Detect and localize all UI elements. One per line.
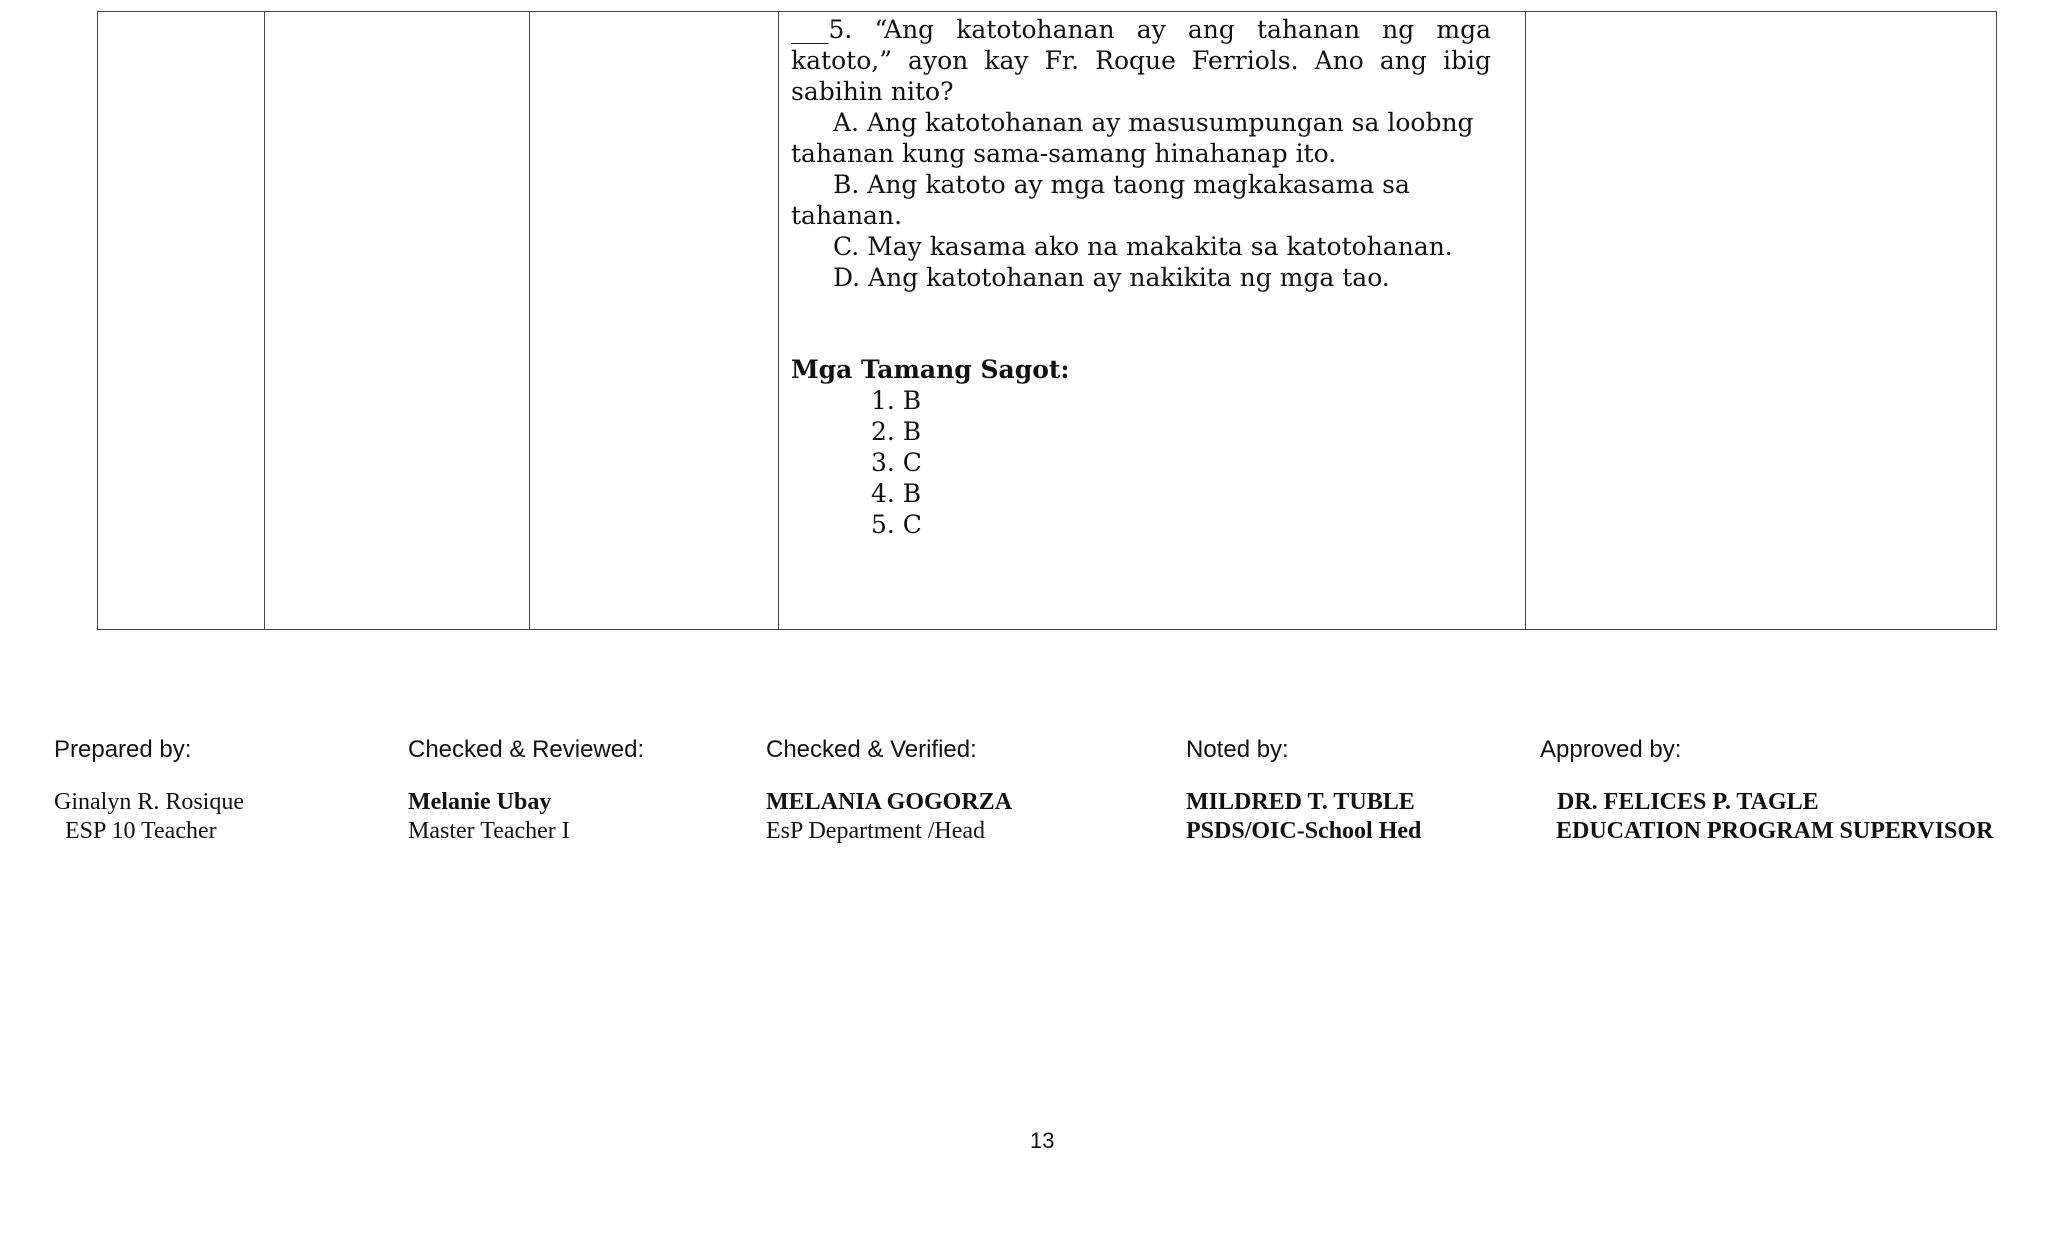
signatory-title: Master Teacher I — [408, 818, 570, 844]
signatory-noted-by — [1186, 736, 1421, 846]
answer-item: 3. C — [871, 448, 922, 477]
question-line: sabihin nito? — [791, 77, 954, 106]
signatory-role: Checked & Reviewed: — [408, 736, 645, 763]
answer-item: 2. B — [871, 417, 922, 446]
option-a: A. Ang katotohanan ay masusumpungan sa loobng — [833, 108, 1474, 137]
signatory-approved-by — [1540, 736, 1993, 846]
signatory-name: DR. FELICES P. TAGLE — [1557, 789, 1819, 815]
signatory-role: Checked & Verified: — [766, 736, 977, 763]
question-cell — [791, 12, 1491, 540]
question-line: ___5. “Ang katotohanan ay ang tahanan ng mga — [791, 15, 1491, 44]
signatory-title: EDUCATION PROGRAM SUPERVISOR — [1556, 818, 1994, 844]
answer-key-title: Mga Tamang Sagot: — [791, 355, 1070, 384]
question-line: katoto,” ayon kay Fr. Roque Ferriols. Ano ang ibig — [791, 46, 1491, 75]
lesson-table — [97, 11, 1997, 630]
option-c: C. May kasama ako na makakita sa katotohanan. — [833, 232, 1453, 261]
table-column-divider — [1525, 12, 1526, 629]
page-number: 13 — [1030, 1128, 1055, 1153]
signatory-title: ESP 10 Teacher — [65, 818, 217, 844]
answer-item: 4. B — [871, 479, 922, 508]
option-b-continued: tahanan. — [791, 201, 903, 230]
signatory-name: MELANIA GOGORZA — [766, 789, 1013, 815]
option-a-continued: tahanan kung sama-samang hinahanap ito. — [791, 139, 1337, 168]
signatory-role: Noted by: — [1186, 736, 1289, 763]
signatory-name: Ginalyn R. Rosique — [54, 789, 244, 815]
table-column-divider — [529, 12, 530, 629]
signatory-role: Prepared by: — [54, 736, 192, 763]
table-column-divider — [264, 12, 265, 629]
answer-key-list — [791, 385, 1491, 540]
signatory-title: PSDS/OIC-School Hed — [1186, 818, 1422, 844]
option-d: D. Ang katotohanan ay nakikita ng mga tao. — [833, 263, 1390, 292]
signatory-prepared-by — [54, 736, 244, 846]
signatory-checked-reviewed — [408, 736, 644, 846]
table-column-divider — [778, 12, 779, 629]
signatory-role: Approved by: — [1540, 736, 1682, 763]
signatory-name: Melanie Ubay — [408, 789, 552, 815]
signatory-checked-verified — [766, 736, 1012, 846]
option-b: B. Ang katoto ay mga taong magkakasama sa — [833, 170, 1410, 199]
signatory-title: EsP Department /Head — [766, 818, 986, 844]
answer-item: 5. C — [871, 510, 922, 539]
signatory-name: MILDRED T. TUBLE — [1186, 789, 1415, 815]
answer-item: 1. B — [871, 386, 922, 415]
